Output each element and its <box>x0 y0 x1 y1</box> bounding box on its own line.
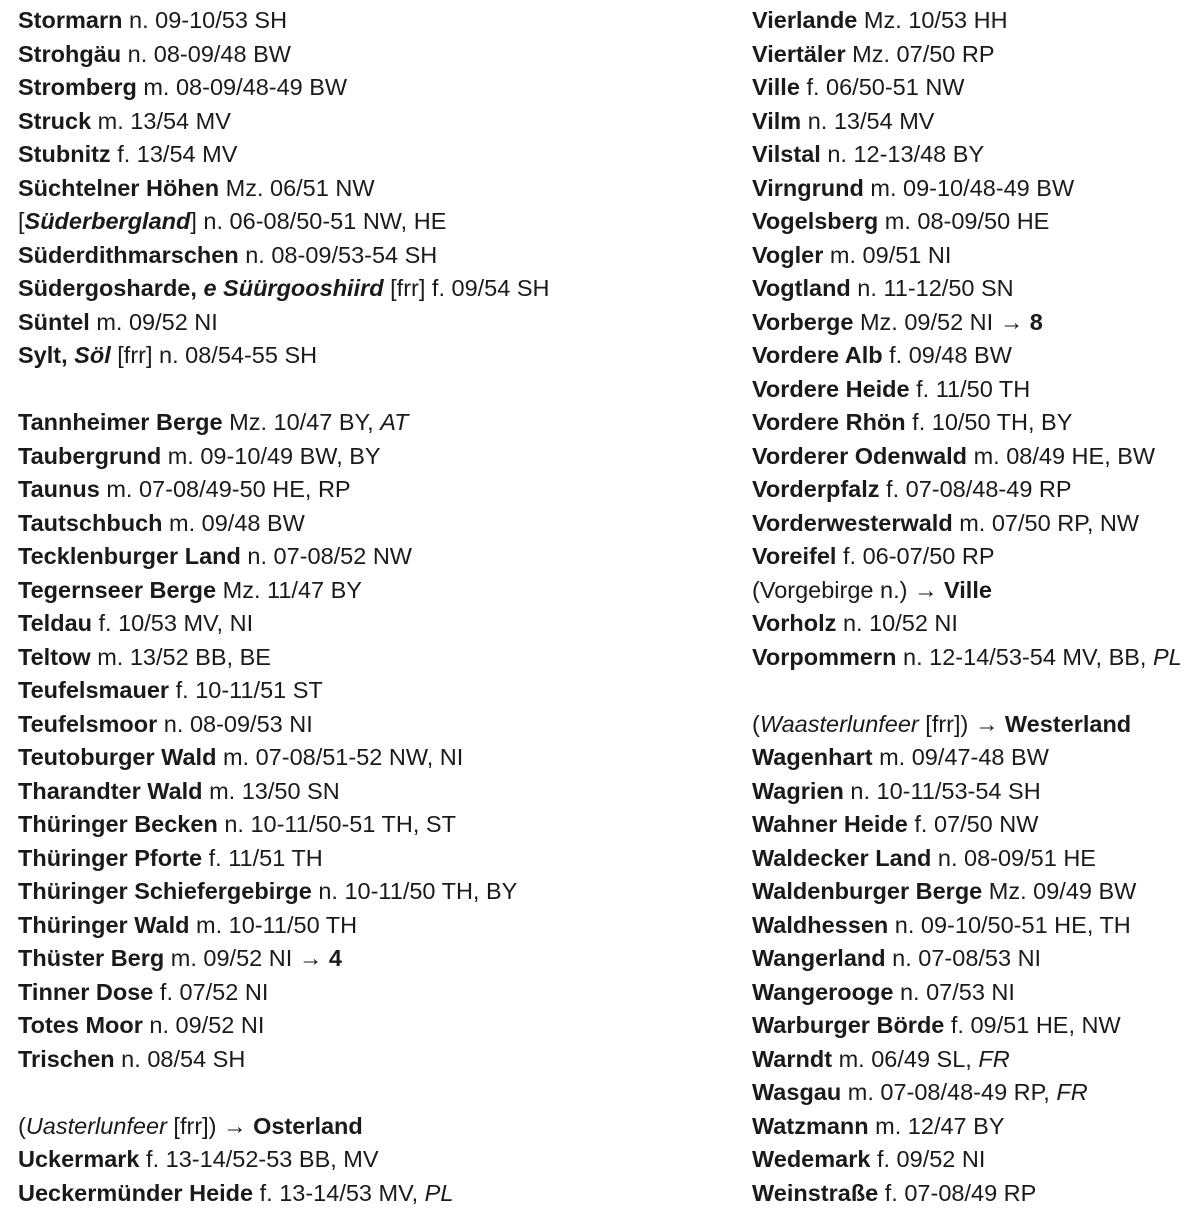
index-entry <box>18 205 718 239</box>
entry-detail: m. 07/50 RP, NW <box>953 510 1139 536</box>
entry-term: Uckermark <box>18 1146 140 1172</box>
entry-detail: f. 07/52 NI <box>153 979 268 1005</box>
entry-detail: PL <box>425 1180 454 1206</box>
entry-term: Vilm <box>752 108 801 134</box>
index-entry <box>752 574 1198 608</box>
entry-detail: m. 13/52 BB, BE <box>91 644 271 670</box>
entry-detail: n. 09/52 NI <box>143 1012 265 1038</box>
entry-detail: n. 12-13/48 BY <box>821 141 984 167</box>
index-entry <box>18 942 718 976</box>
entry-term: Thüster Berg <box>18 945 164 971</box>
index-entry <box>18 507 718 541</box>
entry-term: Süderbergland <box>25 208 191 234</box>
entry-detail: m. 09-10/49 BW, BY <box>161 443 380 469</box>
entry-detail: n. 09-10/53 SH <box>122 7 287 33</box>
index-entry <box>18 641 718 675</box>
entry-detail: m. 13/50 SN <box>203 778 340 804</box>
entry-detail: n. 08-09/53-54 SH <box>239 242 438 268</box>
entry-detail: m. 08-09/50 HE <box>878 208 1049 234</box>
index-entry <box>18 540 718 574</box>
entry-term: Westerland <box>1005 711 1131 737</box>
entry-term: Wagrien <box>752 778 844 804</box>
index-entry <box>752 1043 1198 1077</box>
entry-term: Vordere Heide <box>752 376 910 402</box>
index-entry <box>752 4 1198 38</box>
index-entry <box>18 172 718 206</box>
entry-term: Ville <box>752 74 800 100</box>
entry-detail: n. 07-08/52 NW <box>241 543 412 569</box>
entry-detail: Mz. 11/47 BY <box>216 577 362 603</box>
entry-term: Vierlande <box>752 7 857 33</box>
entry-term: Wahner Heide <box>752 811 908 837</box>
index-entry <box>752 306 1198 340</box>
entry-detail: Mz. 10/47 BY, <box>223 409 381 435</box>
entry-detail: m. 07-08/48-49 RP, <box>841 1079 1056 1105</box>
entry-term: Thüringer Pforte <box>18 845 202 871</box>
entry-term: Osterland <box>253 1113 363 1139</box>
entry-term: Vorholz <box>752 610 836 636</box>
index-entry <box>18 38 718 72</box>
index-entry <box>18 808 718 842</box>
entry-term: 8 <box>1030 309 1043 335</box>
entry-detail: Mz. 06/51 NW <box>219 175 374 201</box>
entry-term: Vogler <box>752 242 823 268</box>
index-entry <box>752 741 1198 775</box>
index-entry <box>18 574 718 608</box>
entry-term: Voreifel <box>752 543 836 569</box>
index-entry <box>18 909 718 943</box>
entry-term: Vorderwesterwald <box>752 510 953 536</box>
entry-term: Stormarn <box>18 7 122 33</box>
entry-term: Waldenburger Berge <box>752 878 982 904</box>
index-entry <box>752 406 1198 440</box>
entry-term: Stubnitz <box>18 141 111 167</box>
entry-detail: ] n. 06-08/50-51 NW, HE <box>190 208 446 234</box>
index-entry <box>752 775 1198 809</box>
entry-detail: f. 07-08/49 RP <box>878 1180 1036 1206</box>
entry-detail: n. 09-10/50-51 HE, TH <box>888 912 1131 938</box>
entry-term: Süntel <box>18 309 90 335</box>
entry-term: Vorpommern <box>752 644 897 670</box>
entry-term: Taubergrund <box>18 443 161 469</box>
entry-detail: FR <box>978 1046 1009 1072</box>
entry-detail: n. 10-11/50 TH, BY <box>312 878 518 904</box>
entry-detail: Waasterlunfeer <box>760 711 919 737</box>
entry-term: Tannheimer Berge <box>18 409 223 435</box>
entry-detail: n. 13/54 MV <box>801 108 934 134</box>
entry-term: 4 <box>329 945 342 971</box>
index-entry <box>18 1143 718 1177</box>
entry-term: Teutoburger Wald <box>18 744 216 770</box>
entry-term: Tautschbuch <box>18 510 163 536</box>
index-entry <box>752 105 1198 139</box>
entry-detail: f. 11/50 TH <box>910 376 1031 402</box>
index-entry <box>18 339 718 373</box>
entry-detail: (Vorgebirge n.) → <box>752 577 944 603</box>
index-entry <box>18 976 718 1010</box>
index-entry <box>18 607 718 641</box>
index-entry <box>752 942 1198 976</box>
entry-term: Watzmann <box>752 1113 869 1139</box>
entry-term: Teltow <box>18 644 91 670</box>
entry-detail: m. 09/52 NI <box>90 309 218 335</box>
index-entry <box>752 507 1198 541</box>
entry-term: Warndt <box>752 1046 832 1072</box>
entry-term: Südergosharde, <box>18 275 203 301</box>
index-entry <box>18 4 718 38</box>
index-entry <box>752 875 1198 909</box>
entry-detail: n. 08-09/48 BW <box>121 41 291 67</box>
entry-detail: [ <box>18 208 25 234</box>
index-entry <box>752 38 1198 72</box>
index-entry <box>18 674 718 708</box>
entry-term: Wangerland <box>752 945 886 971</box>
entry-detail: m. 07-08/51-52 NW, NI <box>216 744 463 770</box>
entry-detail: [frr]) → <box>167 1113 253 1139</box>
index-entry <box>18 239 718 273</box>
entry-detail: m. 08/49 HE, BW <box>967 443 1155 469</box>
entry-detail: Mz. 09/52 NI → <box>853 309 1029 335</box>
entry-detail: f. 13/54 MV <box>111 141 238 167</box>
index-entry <box>752 540 1198 574</box>
index-entry <box>18 406 718 440</box>
index-entry <box>752 339 1198 373</box>
index-entry <box>18 1110 718 1144</box>
entry-term: Ueckermünder Heide <box>18 1180 253 1206</box>
entry-term: Söl <box>74 342 111 368</box>
entry-term: Thüringer Schiefergebirge <box>18 878 312 904</box>
right-column <box>752 4 1198 1210</box>
entry-detail: Mz. 10/53 HH <box>857 7 1007 33</box>
entry-term: Totes Moor <box>18 1012 143 1038</box>
index-entry <box>752 607 1198 641</box>
entry-detail: f. 09/48 BW <box>883 342 1012 368</box>
index-entry <box>752 909 1198 943</box>
entry-term: Sylt, <box>18 342 74 368</box>
section-gap <box>18 1076 718 1110</box>
index-entry <box>18 138 718 172</box>
entry-term: Trischen <box>18 1046 115 1072</box>
entry-detail: n. 08-09/53 NI <box>157 711 312 737</box>
index-entry <box>752 272 1198 306</box>
entry-term: Vorderpfalz <box>752 476 880 502</box>
index-entry <box>752 473 1198 507</box>
index-entry <box>18 473 718 507</box>
entry-detail: f. 11/51 TH <box>202 845 323 871</box>
index-entry <box>18 1043 718 1077</box>
entry-term: Vogtland <box>752 275 851 301</box>
index-entry <box>752 138 1198 172</box>
entry-detail: m. 08-09/48-49 BW <box>137 74 347 100</box>
index-entry <box>18 842 718 876</box>
entry-detail: m. 06/49 SL, <box>832 1046 978 1072</box>
entry-term: Vordere Rhön <box>752 409 906 435</box>
entry-detail: m. 09/47-48 BW <box>873 744 1049 770</box>
index-entry <box>752 976 1198 1010</box>
entry-term: Stromberg <box>18 74 137 100</box>
entry-detail: f. 09/52 NI <box>870 1146 985 1172</box>
entry-term: Teldau <box>18 610 92 636</box>
index-entry <box>752 71 1198 105</box>
entry-detail: Uasterlunfeer <box>26 1113 167 1139</box>
index-entry <box>18 741 718 775</box>
entry-detail: f. 07/50 NW <box>908 811 1039 837</box>
entry-term: Vorderer Odenwald <box>752 443 967 469</box>
entry-detail: f. 10/53 MV, NI <box>92 610 253 636</box>
index-entry <box>752 239 1198 273</box>
entry-detail: m. 07-08/49-50 HE, RP <box>100 476 351 502</box>
index-entry <box>752 373 1198 407</box>
entry-term: Thüringer Becken <box>18 811 218 837</box>
index-entry <box>752 641 1198 675</box>
entry-detail: n. 07/53 NI <box>893 979 1015 1005</box>
entry-detail: m. 09/48 BW <box>163 510 305 536</box>
entry-detail: f. 06-07/50 RP <box>836 543 994 569</box>
index-entry <box>18 440 718 474</box>
entry-detail: f. 07-08/48-49 RP <box>880 476 1072 502</box>
entry-term: Weinstraße <box>752 1180 878 1206</box>
index-entry <box>18 71 718 105</box>
index-entry <box>18 775 718 809</box>
index-entry <box>18 1177 718 1210</box>
entry-term: Wagenhart <box>752 744 873 770</box>
index-entry <box>752 440 1198 474</box>
entry-detail: f. 06/50-51 NW <box>800 74 965 100</box>
index-entry <box>752 842 1198 876</box>
index-entry <box>752 205 1198 239</box>
entry-detail: n. 08/54 SH <box>115 1046 246 1072</box>
entry-term: Warburger Börde <box>752 1012 944 1038</box>
section-gap <box>18 373 718 407</box>
entry-detail: f. 13-14/52-53 BB, MV <box>140 1146 379 1172</box>
entry-term: Wedemark <box>752 1146 870 1172</box>
entry-term: Strohgäu <box>18 41 121 67</box>
entry-term: Ville <box>944 577 992 603</box>
entry-detail: f. 09/51 HE, NW <box>944 1012 1120 1038</box>
entry-detail: m. 09/51 NI <box>823 242 951 268</box>
entry-term: Waldecker Land <box>752 845 931 871</box>
entry-term: Vorberge <box>752 309 853 335</box>
entry-detail: n. 11-12/50 SN <box>851 275 1014 301</box>
index-entry <box>18 1009 718 1043</box>
index-entry <box>18 105 718 139</box>
index-entry <box>752 808 1198 842</box>
entry-term: Tecklenburger Land <box>18 543 241 569</box>
entry-term: Tinner Dose <box>18 979 153 1005</box>
entry-term: Wangerooge <box>752 979 893 1005</box>
entry-detail: [frr] n. 08/54-55 SH <box>111 342 317 368</box>
entry-term: Vordere Alb <box>752 342 883 368</box>
index-entry <box>752 1143 1198 1177</box>
index-entry <box>752 1110 1198 1144</box>
entry-detail: n. 10-11/53-54 SH <box>844 778 1041 804</box>
entry-detail: Mz. 07/50 RP <box>846 41 995 67</box>
entry-term: Taunus <box>18 476 100 502</box>
entry-detail: f. 13-14/53 MV, <box>253 1180 425 1206</box>
entry-detail: [frr]) → <box>919 711 1005 737</box>
entry-term: Tegernseer Berge <box>18 577 216 603</box>
index-entry <box>752 1009 1198 1043</box>
entry-term: Süchtelner Höhen <box>18 175 219 201</box>
entry-detail: Mz. 09/49 BW <box>982 878 1136 904</box>
index-entry <box>18 306 718 340</box>
entry-term: Teufelsmoor <box>18 711 157 737</box>
entry-detail: FR <box>1056 1079 1087 1105</box>
index-entry <box>752 1177 1198 1210</box>
entry-detail: ( <box>18 1113 26 1139</box>
entry-detail: n. 07-08/53 NI <box>886 945 1041 971</box>
entry-term: Tharandter Wald <box>18 778 203 804</box>
entry-term: Teufelsmauer <box>18 677 169 703</box>
index-entry <box>752 172 1198 206</box>
entry-detail: ( <box>752 711 760 737</box>
entry-term: Vilstal <box>752 141 821 167</box>
entry-detail: m. 09-10/48-49 BW <box>864 175 1074 201</box>
left-column <box>18 4 718 1210</box>
section-gap <box>752 674 1198 708</box>
entry-detail: [frr] f. 09/54 SH <box>384 275 550 301</box>
entry-term: e Süürgooshiird <box>203 275 383 301</box>
index-entry <box>18 708 718 742</box>
entry-detail: PL <box>1153 644 1182 670</box>
entry-detail: m. 09/52 NI → <box>164 945 329 971</box>
entry-detail: AT <box>380 409 408 435</box>
index-entry <box>752 708 1198 742</box>
entry-term: Viertäler <box>752 41 846 67</box>
index-entry <box>18 875 718 909</box>
entry-term: Süderdithmarschen <box>18 242 239 268</box>
entry-detail: m. 10-11/50 TH <box>189 912 357 938</box>
entry-detail: m. 12/47 BY <box>869 1113 1005 1139</box>
entry-detail: n. 08-09/51 HE <box>931 845 1096 871</box>
index-entry <box>752 1076 1198 1110</box>
entry-term: Vogelsberg <box>752 208 878 234</box>
entry-term: Waldhessen <box>752 912 888 938</box>
entry-detail: n. 10/52 NI <box>836 610 958 636</box>
entry-detail: m. 13/54 MV <box>91 108 231 134</box>
entry-detail: f. 10-11/51 ST <box>169 677 323 703</box>
entry-term: Virngrund <box>752 175 864 201</box>
entry-term: Thüringer Wald <box>18 912 189 938</box>
entry-detail: n. 10-11/50-51 TH, ST <box>218 811 456 837</box>
index-entry <box>18 272 718 306</box>
entry-term: Struck <box>18 108 91 134</box>
entry-detail: f. 10/50 TH, BY <box>906 409 1073 435</box>
entry-detail: n. 12-14/53-54 MV, BB, <box>897 644 1153 670</box>
entry-term: Wasgau <box>752 1079 841 1105</box>
